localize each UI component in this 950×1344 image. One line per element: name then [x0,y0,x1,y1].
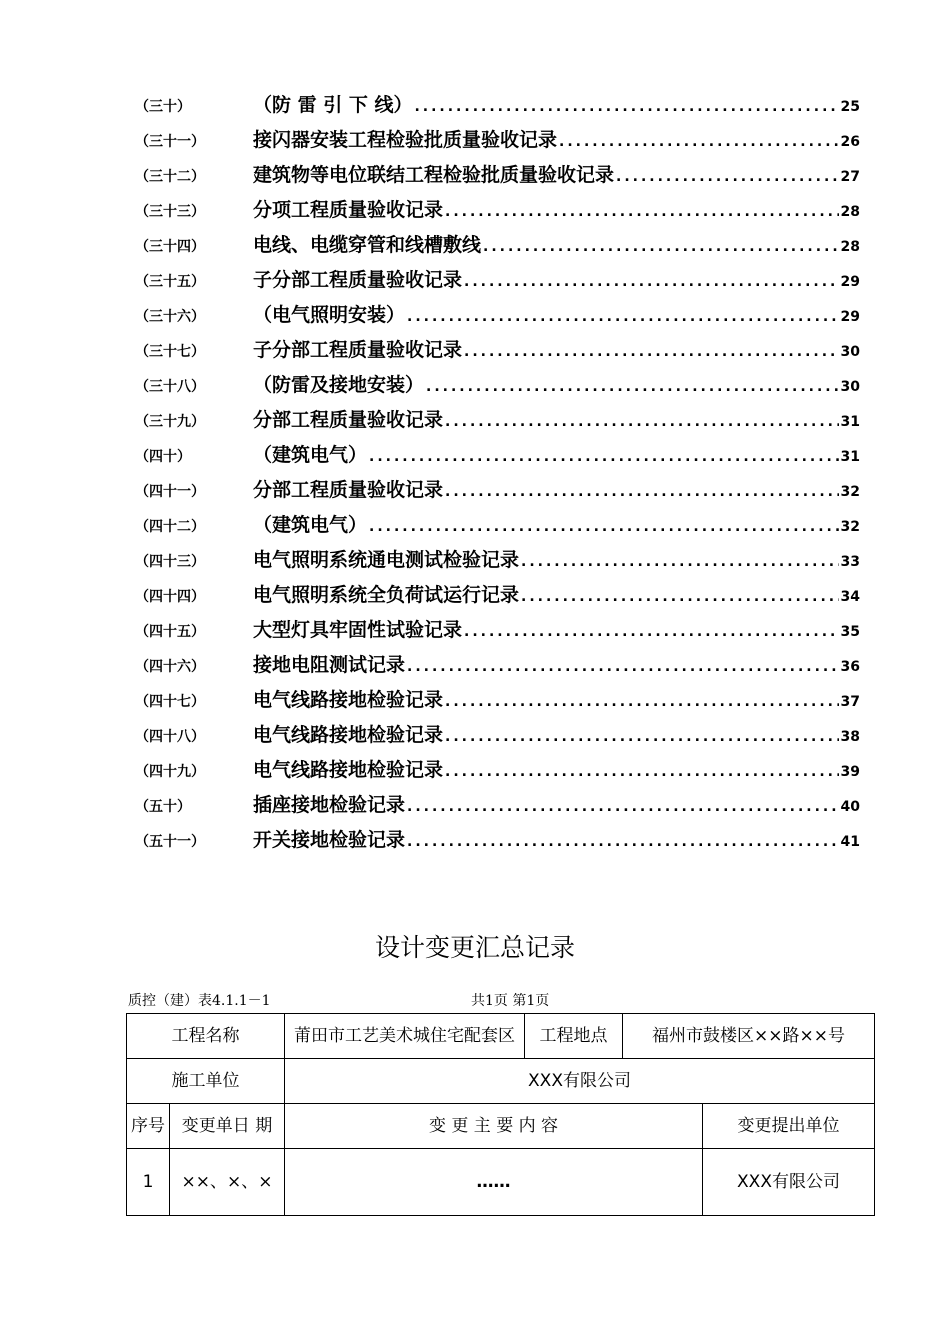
toc-leader-dots [407,659,839,675]
toc-entry-page: 25 [840,99,860,115]
toc-leader-dots [426,379,839,395]
toc-entry-title: 子分部工程质量验收记录 [253,339,463,361]
col-date-header: 变更单日 期 [170,1104,285,1149]
page-info: 共1页 第1页 [471,993,550,1009]
toc-entry-page: 30 [840,379,860,395]
toc-leader-dots [483,239,839,255]
toc-entry-title: 建筑物等电位联结工程检验批质量验收记录 [253,164,615,186]
toc-entry-title: 子分部工程质量验收记录 [253,269,463,291]
project-name-label: 工程名称 [127,1014,285,1059]
toc-entry-page: 39 [840,764,860,780]
toc-entry-number: （四十八） [135,729,205,745]
row-seq: 1 [127,1149,170,1216]
toc-leader-dots [521,554,839,570]
toc-leader-dots [445,764,839,780]
toc-leader-dots [464,624,839,640]
toc-entry-page: 35 [840,624,860,640]
toc-leader-dots [407,309,839,325]
contractor-label: 施工单位 [127,1059,285,1104]
toc-entry[interactable] [135,405,860,440]
toc-entry[interactable] [135,825,860,860]
toc-entry-number: （四十） [135,449,191,465]
toc-leader-dots [407,834,839,850]
toc-entry-number: （四十三） [135,554,205,570]
toc-entry-page: 28 [840,204,860,220]
toc-entry[interactable] [135,545,860,580]
toc-entry-title: （建筑电气） [253,444,368,466]
toc-entry-title: 电气线路接地检验记录 [253,759,444,781]
toc-entry-title: 电气照明系统通电测试检验记录 [253,549,520,571]
col-content-header: 变 更 主 要 内 容 [285,1104,703,1149]
toc-entry-number: （四十七） [135,694,205,710]
toc-entry-page: 40 [840,799,860,815]
toc-entry-title: （防雷及接地安装） [253,374,425,396]
toc-entry[interactable] [135,580,860,615]
toc-entry-title: 电气线路接地检验记录 [253,689,444,711]
section-title: 设计变更汇总记录 [374,933,575,962]
toc-entry-number: （四十四） [135,589,205,605]
toc-leader-dots [445,694,839,710]
toc-entry[interactable] [135,475,860,510]
toc-entry-number: （五十一） [135,834,205,850]
toc-entry[interactable] [135,90,860,125]
row-date: ××、×、× [170,1149,285,1216]
toc-entry[interactable] [135,195,860,230]
toc-entry-number: （四十五） [135,624,205,640]
toc-entry-title: 接闪器安装工程检验批质量验收记录 [253,129,558,151]
toc-entry-title: 接地电阻测试记录 [253,654,406,676]
toc-leader-dots [369,449,839,465]
toc-entry[interactable] [135,685,860,720]
table-row [127,1149,875,1216]
toc-leader-dots [464,274,839,290]
toc-entry-title: 分项工程质量验收记录 [253,199,444,221]
contractor-value: XXX有限公司 [285,1059,875,1104]
toc-entry-number: （三十九） [135,414,205,430]
project-name-value: 莆田市工艺美术城住宅配套区 [285,1014,525,1059]
toc-entry-number: （三十三） [135,204,205,220]
toc-entry-number: （三十） [135,99,191,115]
toc-entry-page: 28 [840,239,860,255]
toc-leader-dots [414,99,838,115]
toc-entry-page: 31 [840,449,860,465]
toc-entry-number: （三十四） [135,239,205,255]
toc-entry-number: （三十六） [135,309,205,325]
toc-entry-number: （三十二） [135,169,205,185]
toc-entry-number: （三十一） [135,134,205,150]
toc-entry-title: 开关接地检验记录 [253,829,406,851]
toc-entry[interactable] [135,335,860,370]
toc-leader-dots [369,519,839,535]
toc-entry-page: 29 [840,274,860,290]
toc-entry-number: （四十六） [135,659,205,675]
toc-leader-dots [559,134,839,150]
toc-entry-title: 大型灯具牢固性试验记录 [253,619,463,641]
toc-entry-title: （防 雷 引 下 线） [253,94,413,116]
toc-entry[interactable] [135,370,860,405]
toc-entry-page: 33 [840,554,860,570]
toc-entry-page: 34 [840,589,860,605]
toc-leader-dots [445,414,839,430]
toc-entry[interactable] [135,755,860,790]
toc-entry[interactable] [135,510,860,545]
col-seq-header: 序号 [127,1104,170,1149]
project-location-label: 工程地点 [525,1014,623,1059]
toc-leader-dots [445,204,839,220]
toc-entry-page: 29 [840,309,860,325]
toc-entry-title: 分部工程质量验收记录 [253,479,444,501]
row-content: …… [285,1149,703,1216]
toc-entry[interactable] [135,300,860,335]
toc-entry-title: 分部工程质量验收记录 [253,409,444,431]
toc-entry-page: 41 [840,834,860,850]
toc-entry[interactable] [135,790,860,825]
toc-entry-page: 38 [840,729,860,745]
toc-leader-dots [445,484,839,500]
toc-entry-title: 电线、电缆穿管和线槽敷线 [253,234,482,256]
toc-entry-title: 电气线路接地检验记录 [253,724,444,746]
toc-entry-number: （三十五） [135,274,205,290]
toc-entry-title: 插座接地检验记录 [253,794,406,816]
toc-entry-title: 电气照明系统全负荷试运行记录 [253,584,520,606]
toc-leader-dots [521,589,839,605]
toc-leader-dots [407,799,839,815]
toc-entry-number: （四十一） [135,484,205,500]
col-unit-header: 变更提出单位 [703,1104,875,1149]
table-of-contents [135,90,860,860]
toc-entry-title: （电气照明安装） [253,304,406,326]
toc-entry-title: （建筑电气） [253,514,368,536]
toc-entry-page: 27 [840,169,860,185]
toc-entry[interactable] [135,720,860,755]
toc-entry-number: （三十七） [135,344,205,360]
toc-entry-number: （三十八） [135,379,205,395]
toc-entry[interactable] [135,265,860,300]
form-code: 质控（建）表4.1.1－1 [128,993,271,1009]
toc-entry[interactable] [135,615,860,650]
toc-entry-number: （五十） [135,799,191,815]
row-unit: XXX有限公司 [703,1149,875,1216]
toc-entry-page: 32 [840,519,860,535]
toc-leader-dots [464,344,839,360]
toc-leader-dots [616,169,839,185]
toc-leader-dots [445,729,839,745]
toc-entry-page: 32 [840,484,860,500]
toc-entry-page: 36 [840,659,860,675]
toc-entry-page: 26 [840,134,860,150]
toc-entry[interactable] [135,230,860,265]
toc-entry[interactable] [135,650,860,685]
toc-entry[interactable] [135,160,860,195]
design-change-summary-table [126,1013,875,1216]
project-location-value: 福州市鼓楼区××路××号 [623,1014,875,1059]
toc-entry-page: 31 [840,414,860,430]
toc-entry-number: （四十九） [135,764,205,780]
toc-entry-page: 37 [840,694,860,710]
toc-entry-number: （四十二） [135,519,205,535]
toc-entry[interactable] [135,125,860,160]
toc-entry-page: 30 [840,344,860,360]
toc-entry[interactable] [135,440,860,475]
